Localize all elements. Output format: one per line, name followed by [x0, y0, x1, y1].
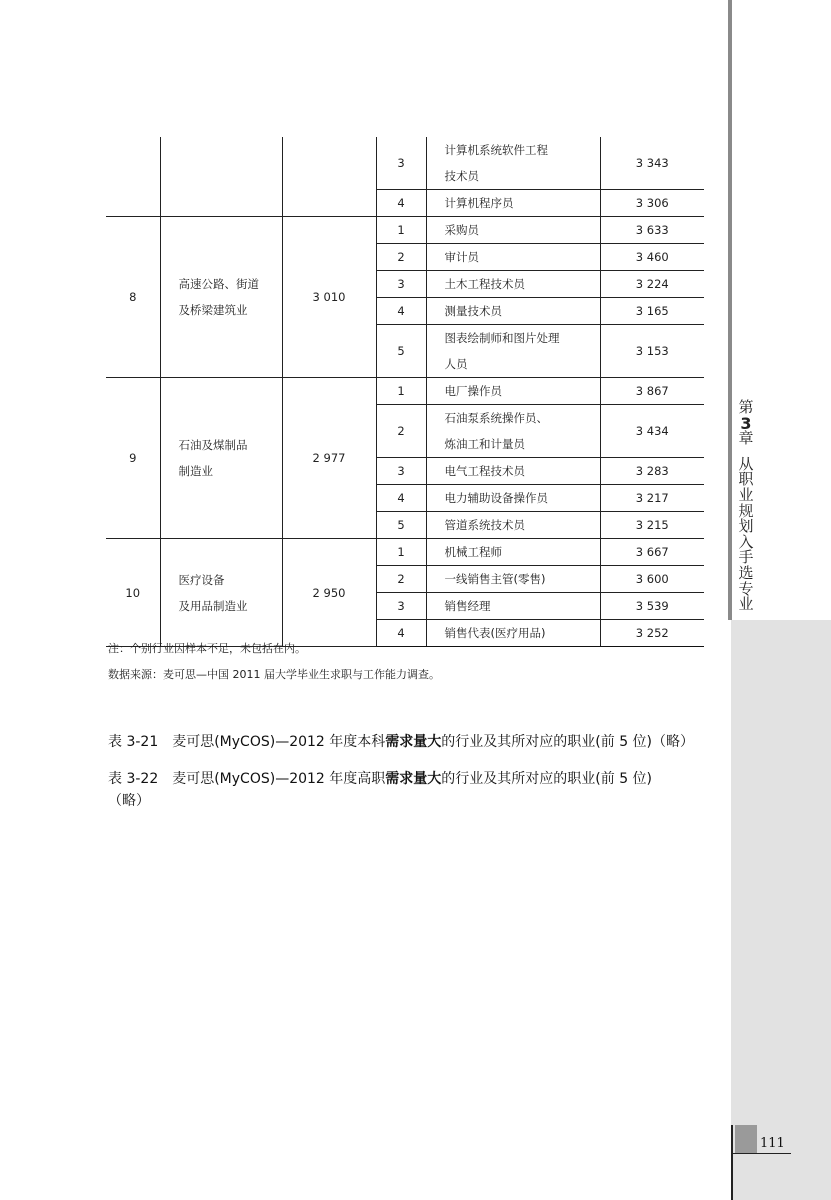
rank-cell: 1: [376, 217, 426, 244]
industry-cell: [160, 137, 282, 217]
salary-cell: 3 217: [600, 485, 704, 512]
industry-salary-cell: [282, 137, 376, 217]
rank-cell: 1: [376, 539, 426, 566]
page-number: 111: [760, 1136, 785, 1151]
salary-cell: 3 306: [600, 190, 704, 217]
salary-cell: 3 283: [600, 458, 704, 485]
occupation-line: 技术员: [444, 169, 479, 183]
occupation-line: 审计员: [444, 250, 479, 264]
industry-salary-cell: 2 977: [282, 378, 376, 539]
chapter-tab: [736, 400, 756, 613]
chapter-char: 入: [738, 532, 754, 551]
margin-rule: [728, 0, 732, 620]
industry-rank-cell: 10: [106, 539, 160, 647]
margin-top-panel: [732, 0, 831, 395]
occupation-cell: [426, 405, 600, 458]
industry-salary-cell: 2 950: [282, 539, 376, 647]
table-note: 注：个别行业因样本不足，未包括在内。: [108, 642, 306, 655]
occupation-line: 采购员: [444, 223, 479, 237]
chapter-char: 业: [738, 485, 754, 504]
salary-cell: 3 667: [600, 539, 704, 566]
occupation-cell: [426, 593, 600, 620]
rank-cell: 4: [376, 620, 426, 647]
occupation-line: 土木工程技术员: [444, 277, 525, 291]
industry-line: 及桥梁建筑业: [178, 303, 248, 317]
page-number-rule-vertical: [731, 1125, 733, 1200]
occupation-line: 销售代表(医疗用品): [444, 626, 546, 640]
chapter-char: 从: [738, 454, 754, 473]
caption-text: 表 3-22 麦可思(MyCOS)—2012 年度高职: [108, 771, 386, 787]
chapter-char: 3: [740, 413, 752, 433]
rank-cell: 3: [376, 271, 426, 298]
rank-cell: 3: [376, 458, 426, 485]
chapter-char: 章: [738, 429, 754, 448]
occupation-cell: [426, 217, 600, 244]
salary-cell: 3 343: [600, 137, 704, 190]
occupation-cell: [426, 539, 600, 566]
occupation-line: 机械工程师: [444, 545, 502, 559]
rank-cell: 2: [376, 405, 426, 458]
salary-cell: 3 153: [600, 325, 704, 378]
industry-line: 高速公路、街道: [178, 277, 259, 291]
chapter-char: 业: [738, 595, 754, 614]
rank-cell: 4: [376, 485, 426, 512]
occupation-cell: [426, 137, 600, 190]
occupation-line: 计算机系统软件工程: [444, 143, 548, 157]
caption-text: 的行业及其所对应的职业(前 5 位): [441, 771, 653, 787]
occupation-line: 人员: [444, 357, 468, 371]
caption-text: 的行业及其所对应的职业(前 5 位)（略）: [441, 734, 695, 750]
industry-rank-cell: 9: [106, 378, 160, 539]
salary-cell: 3 434: [600, 405, 704, 458]
table-row: [106, 137, 704, 190]
salary-cell: 3 252: [600, 620, 704, 647]
caption-table-3-21: [108, 731, 706, 753]
chapter-char: 规: [738, 501, 754, 520]
occupation-line: 电气工程技术员: [444, 464, 525, 478]
salary-cell: 3 460: [600, 244, 704, 271]
occupation-cell: [426, 378, 600, 405]
caption-text: 表 3-21 麦可思(MyCOS)—2012 年度本科: [108, 734, 386, 750]
table-row: [106, 539, 704, 566]
rank-cell: 2: [376, 566, 426, 593]
occupation-line: 测量技术员: [444, 304, 502, 318]
occupation-cell: [426, 485, 600, 512]
industry-cell: [160, 539, 282, 647]
salary-cell: 3 633: [600, 217, 704, 244]
industry-cell: [160, 378, 282, 539]
occupation-table-body: [106, 137, 704, 647]
chapter-char: 职: [738, 470, 754, 489]
occupation-line: 销售经理: [444, 599, 491, 613]
occupation-line: 石油泵系统操作员、: [444, 411, 548, 425]
occupation-cell: [426, 298, 600, 325]
industry-salary-cell: 3 010: [282, 217, 376, 378]
salary-cell: 3 600: [600, 566, 704, 593]
occupation-cell: [426, 566, 600, 593]
rank-cell: 5: [376, 325, 426, 378]
occupation-line: 图表绘制师和图片处理: [444, 331, 560, 345]
salary-cell: 3 867: [600, 378, 704, 405]
caption-table-3-22: [108, 768, 706, 812]
industry-line: 石油及煤制品: [178, 438, 248, 452]
occupation-table: [106, 137, 704, 647]
salary-cell: 3 224: [600, 271, 704, 298]
caption-emphasis: 需求量大: [385, 771, 442, 787]
industry-line: 及用品制造业: [178, 598, 248, 613]
chapter-char: 选: [738, 563, 754, 582]
salary-cell: 3 539: [600, 593, 704, 620]
occupation-line: 电力辅助设备操作员: [444, 491, 548, 505]
page-number-marker: [735, 1125, 757, 1153]
no-cell: [106, 137, 160, 217]
rank-cell: 4: [376, 298, 426, 325]
data-source: 数据来源：麦可思—中国 2011 届大学毕业生求职与工作能力调查。: [108, 668, 440, 681]
occupation-line: 电厂操作员: [444, 384, 502, 398]
occupation-line: 计算机程序员: [444, 196, 514, 210]
industry-cell: [160, 217, 282, 378]
chapter-char: 手: [738, 548, 754, 567]
occupation-cell: [426, 458, 600, 485]
occupation-line: 管道系统技术员: [444, 518, 525, 532]
table-row: [106, 378, 704, 405]
industry-line: 制造业: [178, 464, 213, 478]
rank-cell: 2: [376, 244, 426, 271]
rank-cell: 4: [376, 190, 426, 217]
page-number-rule: [731, 1153, 791, 1154]
occupation-cell: [426, 244, 600, 271]
rank-cell: 5: [376, 512, 426, 539]
occupation-cell: [426, 512, 600, 539]
chapter-char: 第: [738, 398, 754, 416]
rank-cell: 3: [376, 593, 426, 620]
chapter-char: 划: [738, 517, 754, 536]
chapter-char: 专: [738, 579, 754, 598]
occupation-cell: [426, 271, 600, 298]
salary-cell: 3 215: [600, 512, 704, 539]
occupation-cell: [426, 620, 600, 647]
caption-emphasis: 需求量大: [385, 734, 442, 750]
industry-rank-cell: 8: [106, 217, 160, 378]
occupation-cell: [426, 190, 600, 217]
rank-cell: 3: [376, 137, 426, 190]
salary-cell: 3 165: [600, 298, 704, 325]
occupation-line: 一线销售主管(零售): [444, 572, 546, 586]
table-row: [106, 217, 704, 244]
caption-text: （略）: [108, 793, 150, 809]
occupation-cell: [426, 325, 600, 378]
industry-line: 医疗设备: [178, 572, 225, 587]
rank-cell: 1: [376, 378, 426, 405]
occupation-line: 炼油工和计量员: [444, 437, 525, 451]
